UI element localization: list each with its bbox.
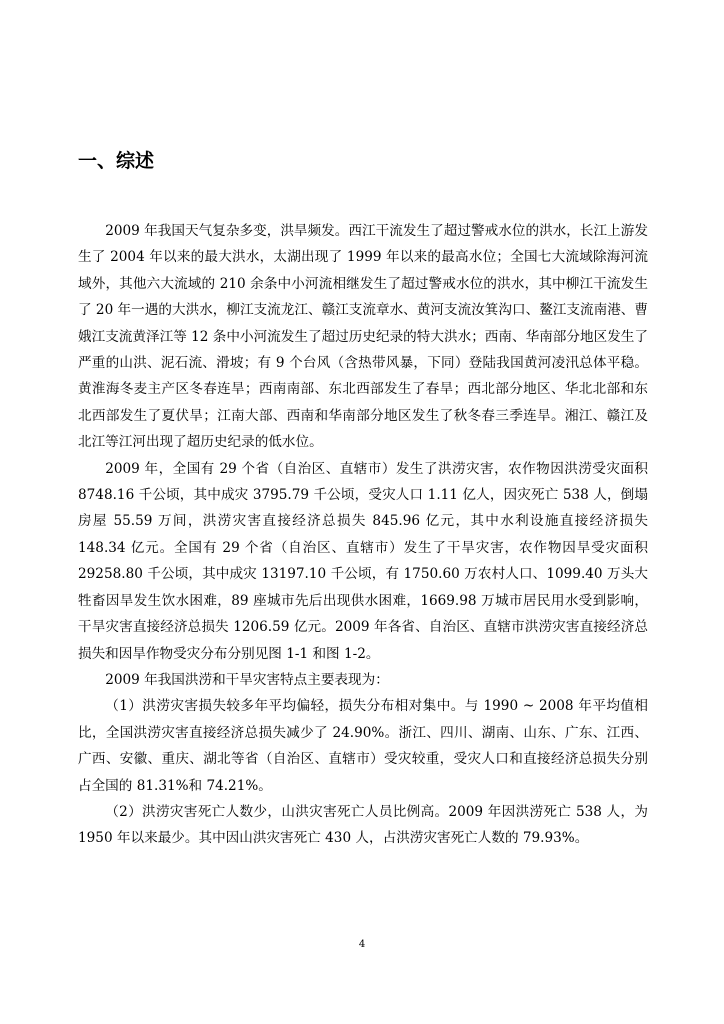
paragraph-statistics: 2009 年，全国有 29 个省（自治区、直辖市）发生了洪涝灾害，农作物因洪涝受灾面积 8748.16 千公顷，其中成灾 3795.79 千公顷，受灾人口 1.11 亿人，因灾死亡 538 人，倒塌房屋 55.59 万间，洪涝灾害直接经济总损失 845.96 亿元，其中水利设施直接经济损失 148.34 亿元。全国有 29 个省（自治区、直辖市）发生了干旱灾害，农作物因旱受灾面积 29258.80 千公顷，其中成灾 13197.10 千公顷，有 1750.60 万农村人口、1099.40 万头大牲畜因旱发生饮水困难，89 座城市先后出现供水困难，1669.98 万城市居民用水受到影响，干旱灾害直接经济总损失 1206.59 亿元。2009 年各省、自治区、直辖市洪涝灾害直接经济总损失和因旱作物受灾分布分别见图 1-1 和图 1-2。 xyxy=(78,460,648,662)
section-heading: 一、综述 xyxy=(78,150,155,172)
page-number: 4 xyxy=(358,939,366,950)
paragraph-overview: 2009 年我国天气复杂多变，洪旱频发。西江干流发生了超过警戒水位的洪水，长江上游发生了 2004 年以来的最大洪水，太湖出现了 1999 年以来的最高水位；全国七大流域除海河流域外，其他六大流域的 210 余条中小河流相继发生了超过警戒水位的洪水，其中柳江干流发生了 20 年一遇的大洪水，柳江支流龙江、赣江支流章水、黄河支流汝箕沟口、鳌江支流南港、曹娥江支流黄泽江等 12 条中小河流发生了超过历史纪录的特大洪水；西南、华南部分地区发生了严重的山洪、泥石流、滑坡；有 9 个台风（含热带风暴，下同）登陆我国黄河凌汛总体平稳。黄淮海冬麦主产区冬春连旱；西南南部、东北西部发生了春旱；西北部分地区、华北北部和东北西部发生了夏伏旱；江南大部、西南和华南部分地区发生了秋冬春三季连旱。湘江、赣江及北江等江河出现了超历史纪录的低水位。 xyxy=(78,223,648,451)
body-text xyxy=(78,218,648,852)
paragraph-point-2: （2）洪涝灾害死亡人数少，山洪灾害死亡人员比例高。2009 年因洪涝死亡 538 人，为 1950 年以来最少。其中因山洪灾害死亡 430 人，占洪涝灾害死亡人数的 79.93%。 xyxy=(78,803,648,847)
paragraph-point-1: （1）洪涝灾害损失较多年平均偏轻，损失分布相对集中。与 1990 ~ 2008 年平均值相比，全国洪涝灾害直接经济总损失减少了 24.90%。浙江、四川、湖南、山东、广东、江西、广西、安徽、重庆、湖北等省（自治区、直辖市）受灾较重，受灾人口和直接经济总损失分别占全国的 81.31%和 74.21%。 xyxy=(78,698,648,794)
paragraph-characteristics-intro: 2009 年我国洪涝和干旱灾害特点主要表现为： xyxy=(105,671,389,688)
